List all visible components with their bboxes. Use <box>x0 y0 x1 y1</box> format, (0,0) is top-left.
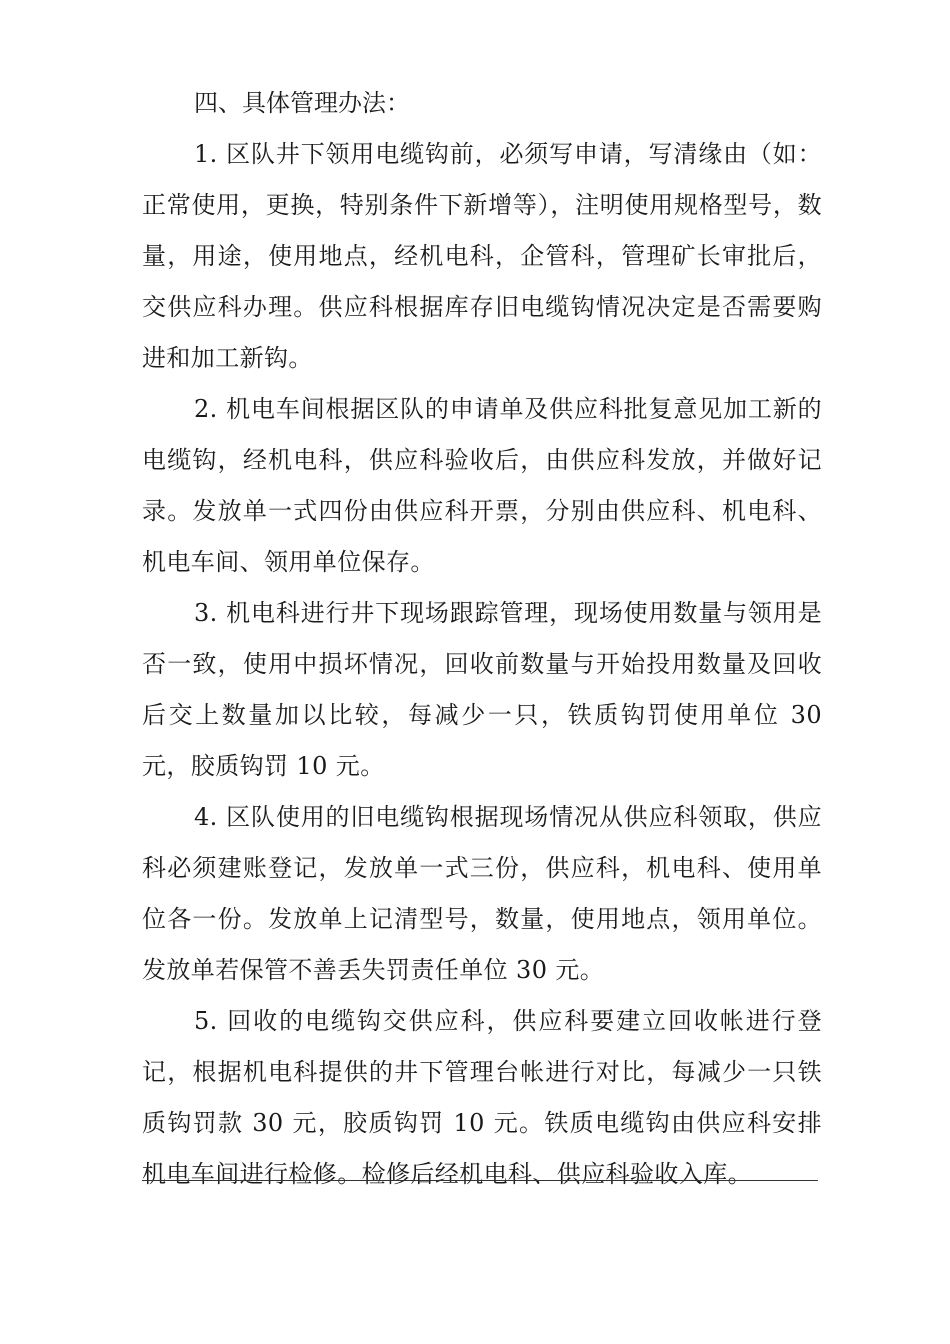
paragraph-4: 4. 区队使用的旧电缆钩根据现场情况从供应科领取，供应科必须建账登记，发放单一式三份，供应科，机电科、使用单位各一份。发放单上记清型号，数量，使用地点，领用单位。发放单若保管不善丢失罚责任单位 30 元。 <box>142 803 822 984</box>
paragraph-3: 3. 机电科进行井下现场跟踪管理，现场使用数量与领用是否一致，使用中损坏情况，回收前数量与开始投用数量及回收后交上数量加以比较，每减少一只，铁质钩罚使用单位 30 元，胶质钩罚 10 元。 <box>142 599 822 780</box>
horizontal-divider <box>142 1180 818 1181</box>
section-heading: 四、具体管理办法： <box>194 89 410 117</box>
paragraph-5: 5. 回收的电缆钩交供应科，供应科要建立回收帐进行登记，根据机电科提供的井下管理台帐进行对比，每减少一只铁质钩罚款 30 元，胶质钩罚 10 元。铁质电缆钩由供应科安排机电车间进行检修。检修后经机电科、供应科验收入库。 <box>142 1007 822 1188</box>
document-body <box>142 78 822 1200</box>
paragraph-2: 2. 机电车间根据区队的申请单及供应科批复意见加工新的电缆钩，经机电科，供应科验收后，由供应科发放，并做好记录。发放单一式四份由供应科开票，分别由供应科、机电科、机电车间、领用单位保存。 <box>142 395 822 576</box>
paragraph-1: 1. 区队井下领用电缆钩前，必须写申请，写清缘由（如：正常使用，更换，特别条件下新增等），注明使用规格型号，数量，用途，使用地点，经机电科，企管科，管理矿长审批后，交供应科办理。供应科根据库存旧电缆钩情况决定是否需要购进和加工新钩。 <box>142 140 822 372</box>
